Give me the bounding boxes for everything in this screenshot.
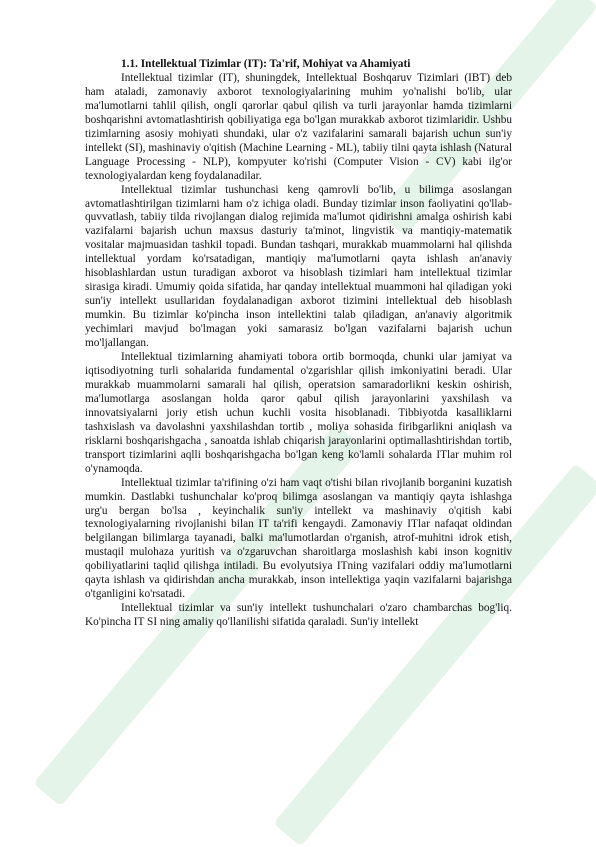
paragraph: Intellektual tizimlar (IT), shuningdek, Intellektual Boshqaruv Tizimlari (IBT) deb ham ataladi, zamonaviy axborot texnologiyalarining muhim yo'nalishi bo'lib, ular ma'lumotlarni tahlil qilish, ongli qarorlar qabul qilish va turli jarayonlar hamda tizimlarni boshqarishni avtomatlashtirish qobiliyatiga ega bo'lgan murakkab axborot tizimlaridir. Ushbu tizimlarning asosiy mohiyati shundaki, ular o'z vazifalarini samarali bajarish uchun sun'iy intellekt (SI), mashinaviy o'qitish (Machine Learning - ML), tabiiy tilni qayta ishlash (Natural Language Processing - NLP), kompyuter ko'rishi (Computer Vision - CV) kabi ilg'or texnologiyalardan keng foydalanadilar. (85, 71, 512, 182)
section-title: 1.1. Intellektual Tizimlar (IT): Ta'rif, Mohiyat va Ahamiyati (121, 58, 411, 70)
document-body (85, 58, 512, 630)
paragraph: Intellektual tizimlar ta'rifining o'zi ham vaqt o'tishi bilan rivojlanib borganini kuzatish mumkin. Dastlabki tushunchalar ko'proq bilimga asoslangan va mantiqiy qayta ishlashga urg'u bergan bo'lsa , keyinchalik sun'iy intellekt va mashinaviy o'qitish kabi texnologiyalarning rivojlanishi bilan IT ta'rifi kengaydi. Zamonaviy ITlar nafaqat oldindan belgilangan bilimlarga tayanadi, balki ma'lumotlardan o'rganish, atrof-muhitni idrok etish, mustaqil mulohaza yuritish va o'zgaruvchan sharoitlarga moslashish kabi inson kognitiv qobiliyatlarini taqlid qilishga intiladi. Bu evolyutsiya ITning vazifalari oddiy ma'lumotlarni qayta ishlash va qidirishdan ancha murakkab, inson intellektiga yaqin vazifalarni bajarishga o'tganligini ko'rsatadi. (85, 476, 512, 601)
paragraph: Intellektual tizimlar va sun'iy intellekt tushunchalari o'zaro chambarchas bog'liq. Ko'pincha IT SI ning amaliy qo'llanilishi sifatida qaraladi. Sun'iy intellekt (85, 602, 512, 629)
paragraph: Intellektual tizimlarning ahamiyati tobora ortib bormoqda, chunki ular jamiyat va iqtisodiyotning turli sohalarida fundamental o'zgarishlar qilish imkoniyatini beradi. Ular murakkab muammolarni samarali hal qilish, operatsion samaradorlikni keskin oshirish, ma'lumotlarga asoslangan holda qaror qabul qilish jarayonlarini yaxshilash va innovatsiyalarni joriy etish uchun kuchli vosita hisoblanadi. Tibbiyotda kasalliklarni tashxislash va davolashni yaxshilashdan tortib , moliya sohasida firibgarlikni aniqlash va risklarni boshqarishgacha , sanoatda ishlab chiqarish jarayonlarini optimallashtirishdan tortib, transport tizimlarini aqlli boshqarishgacha bo'lgan keng ko'lamli sohalarda ITlar muhim rol o'ynamoqda. (85, 351, 512, 475)
paragraph: Intellektual tizimlar tushunchasi keng qamrovli bo'lib, u bilimga asoslangan avtomatlashtirilgan tizimlarni ham o'z ichiga oladi. Bunday tizimlar inson faoliyatini qo'llab-quvvatlash, tabiiy tilda rivojlangan dialog rejimida ma'lumot qidirishni amalga oshirish kabi vazifalarni bajarish uchun maxsus dasturiy ta'minot, lingvistik va mantiqiy-matematik vositalar majmuasidan tashkil topadi. Bundan tashqari, murakkab muammolarni hal qilishda intellektual yordam ko'rsatadigan, mantiqiy ma'lumotlarni qayta ishlash an'anaviy hisoblashlardan ustun turadigan axborot va hisoblash tizimlari ham intellektual tizimlar sirasiga kiradi. Umumiy qoida sifatida, har qanday intellektual muammoni hal qiladigan yoki sun'iy intellekt usullaridan foydalanadigan axborot tizimini intellektual deb hisoblash mumkin. Bu tizimlar ko'pincha inson intellektini talab qiladigan, an'anaviy algoritmik yechimlari mavjud bo'lmagan yoki samarasiz bo'lgan vazifalarni bajarish uchun mo'ljallangan. (85, 183, 512, 350)
